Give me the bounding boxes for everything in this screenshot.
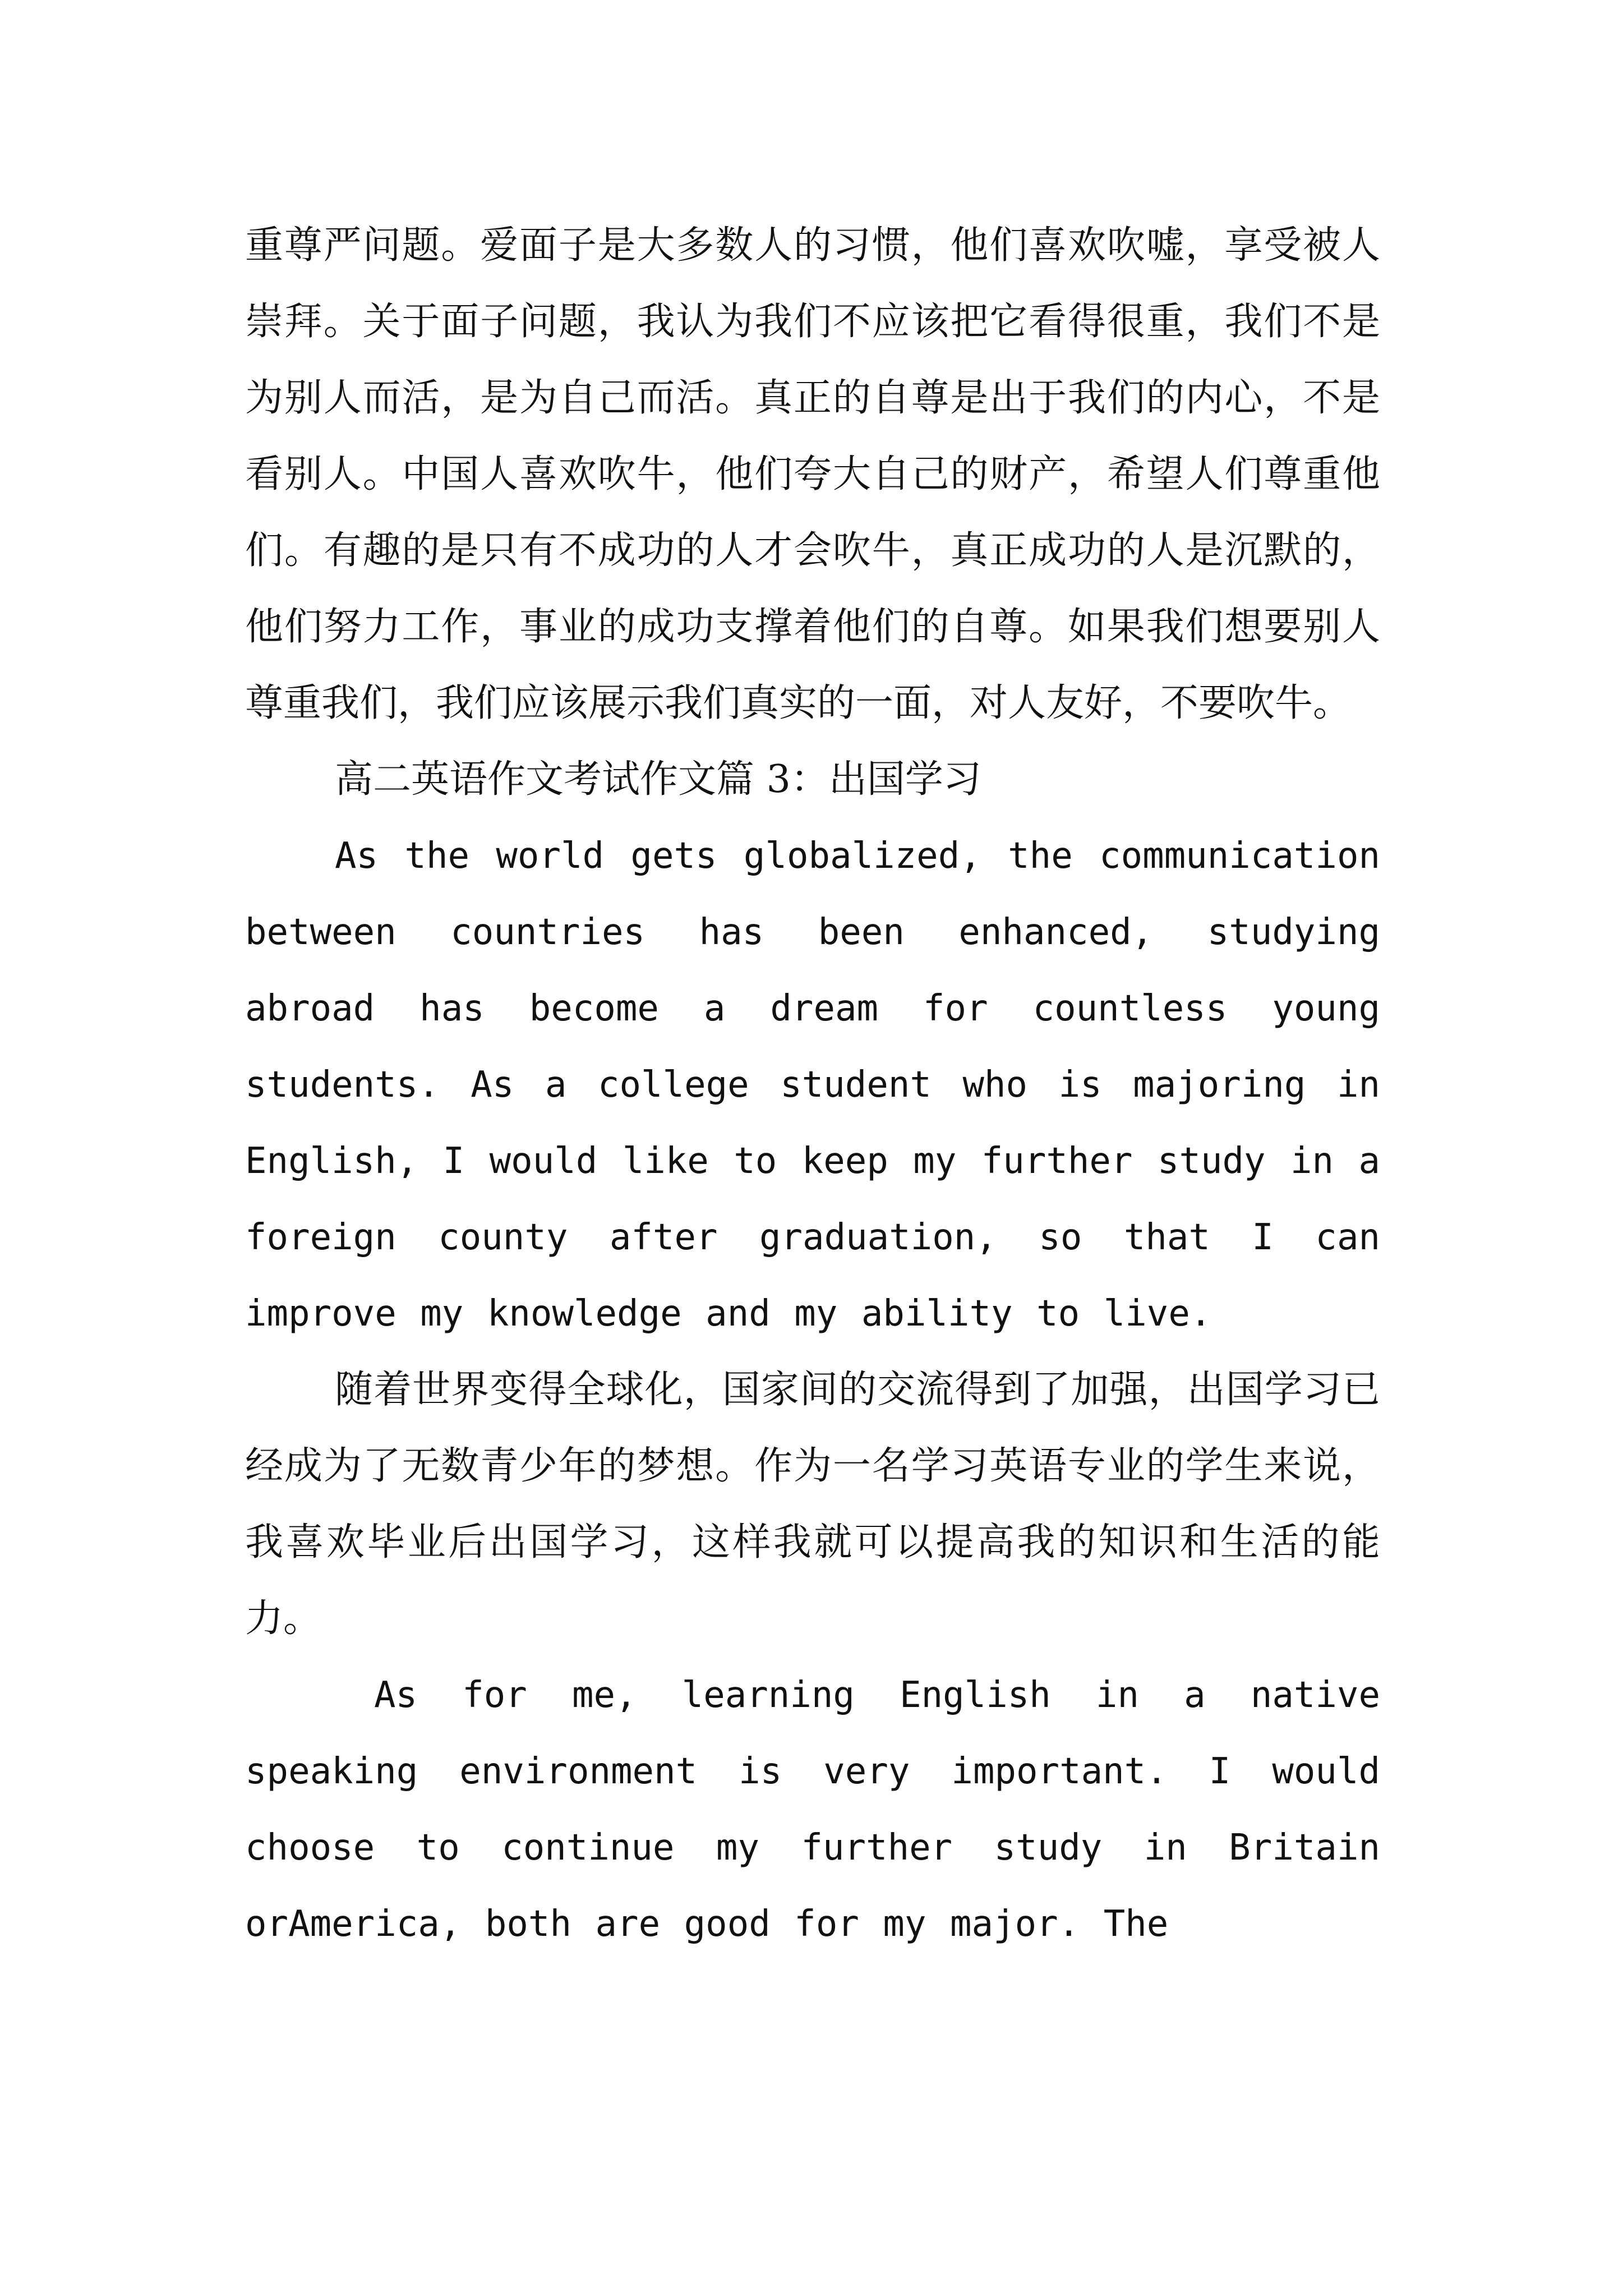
section-title: 高二英语作文考试作文篇 3：出国学习 — [335, 757, 981, 802]
paragraph-face-discussion: 重尊严问题。爱面子是大多数人的习惯，他们喜欢吹嘘，享受被人崇拜。关于面子问题，我认为我们不应该把它看得很重，我们不是为别人而活，是为自己而活。真正的自尊是出于我们的内心，不是看别人。中国人喜欢吹牛，他们夸大自己的财产，希望人们尊重他们。有趣的是只有不成功的人才会吹牛，真正成功的人是沉默的，他们努力工作，事业的成功支撑着他们的自尊。如果我们想要别人尊重我们，我们应该展示我们真实的一面，对人友好，不要吹牛。 — [245, 223, 1380, 725]
paragraph-chinese-translation: 随着世界变得全球化，国家间的交流得到了加强，出国学习已经成为了无数青少年的梦想。作为一名学习英语专业的学生来说，我喜欢毕业后出国学习，这样我就可以提高我的知识和生活的能力。 — [245, 1368, 1380, 1641]
paragraph-english-intro: As the world gets globalized, the communication between countries has been enhanced, studying abroad has become a dream for countless young students. As a college student who is majoring in English, I would like to keep my further study in a foreign county after graduation, so that I can improve my knowledge and my ability to live. — [245, 835, 1380, 1335]
paragraph-english-continued: As for me, learning English in a native speaking environment is very important. I would choose to continue my further study in Britain orAmerica, both are good for my major. The — [245, 1674, 1380, 1945]
document-body — [245, 208, 1380, 1962]
